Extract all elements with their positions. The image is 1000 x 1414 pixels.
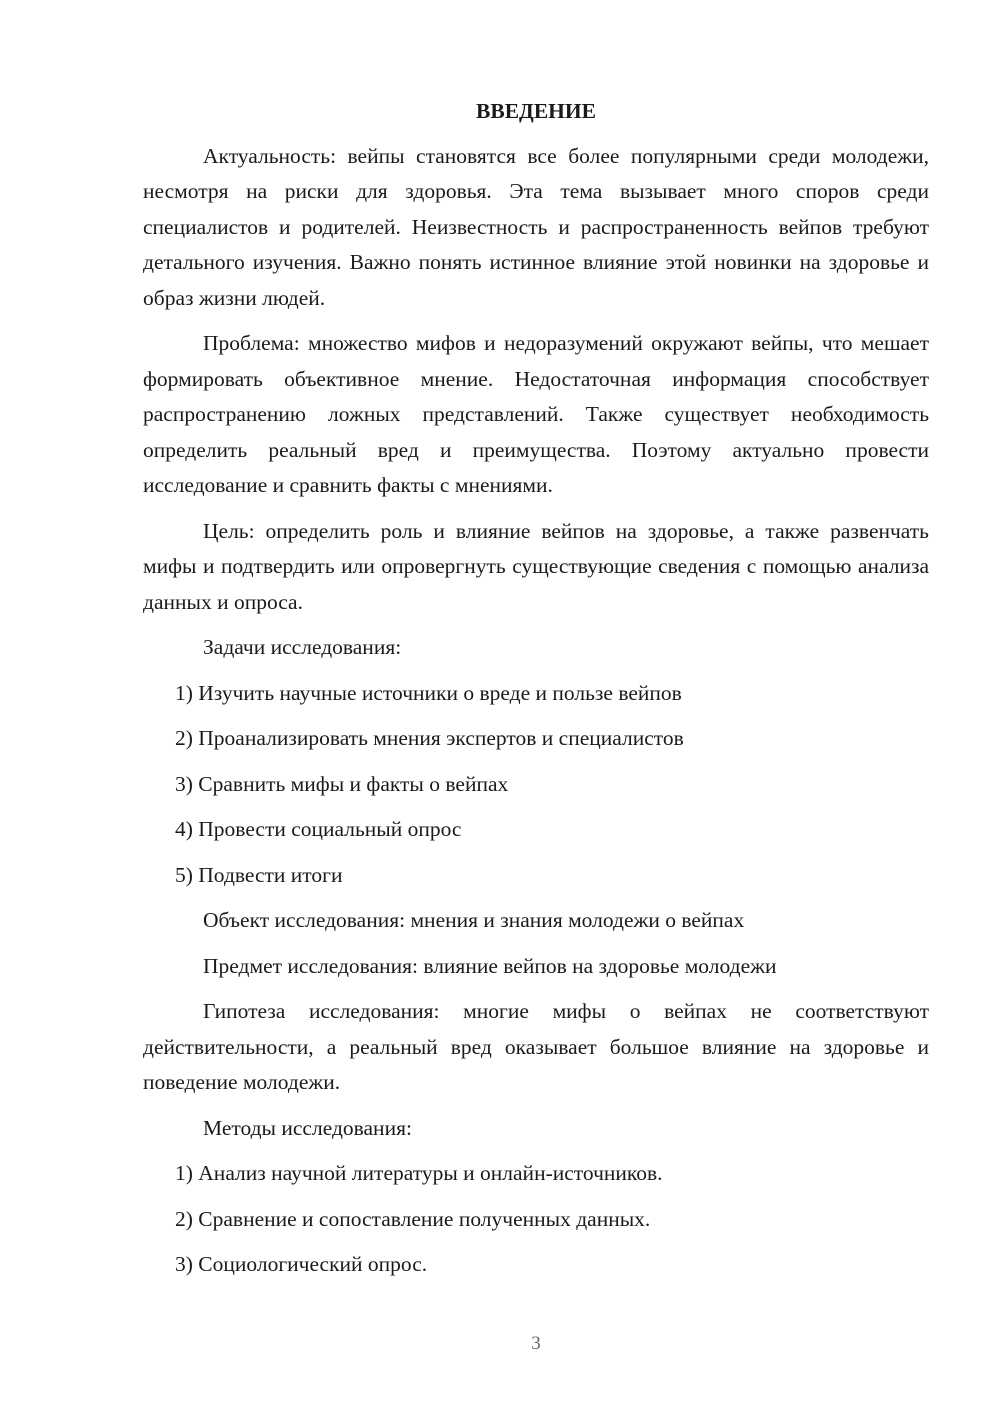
tasks-title: Задачи исследования: — [203, 635, 402, 659]
page-content — [143, 94, 929, 1293]
methods-list — [143, 1156, 929, 1283]
methods-title: Методы исследования: — [203, 1115, 412, 1140]
page-number: 3 — [531, 1333, 541, 1354]
list-item: 1) Анализ научной литературы и онлайн-источников. — [175, 1161, 663, 1185]
list-item: 2) Сравнение и сопоставление полученных данных. — [175, 1206, 651, 1231]
relevance-paragraph: Актуальность: вейпы становятся все более популярными среди молодежи, несмотря на риски для здоровья. Эта тема вызывает много споров среди специалистов и родителей. Неизвестность и распространенность вейпов требуют детального изучения. Важно понять истинное влияние этой новинки на здоровье и образ жизни людей. — [143, 143, 929, 310]
goal-paragraph: Цель: определить роль и влияние вейпов на здоровье, а также развенчать мифы и подтвердить или опровергнуть существующие сведения с помощью анализа данных и опроса. — [143, 518, 929, 614]
subject-line: Предмет исследования: влияние вейпов на здоровье молодежи — [203, 953, 777, 978]
list-item: 3) Социологический опрос. — [175, 1252, 428, 1276]
problem-paragraph: Проблема: множество мифов и недоразумений окружают вейпы, что мешает формировать объективное мнение. Недостаточная информация способствует распространению ложных представлений. Также существует необходимость определить реальный вред и преимущества. Поэтому актуально провести исследование и сравнить факты с мнениями. — [143, 331, 929, 497]
list-item: 4) Провести социальный опрос — [175, 817, 462, 841]
list-item: 5) Подвести итоги — [175, 862, 343, 887]
hypothesis-paragraph: Гипотеза исследования: многие мифы о вейпах не соответствуют действительности, а реальный вред оказывает большое влияние на здоровье и поведение молодежи. — [143, 999, 929, 1094]
object-line: Объект исследования: мнения и знания молодежи о вейпах — [203, 908, 745, 932]
list-item: 3) Сравнить мифы и факты о вейпах — [175, 771, 509, 796]
list-item: 2) Проанализировать мнения экспертов и специалистов — [175, 726, 684, 750]
list-item: 1) Изучить научные источники о вреде и пользе вейпов — [175, 680, 682, 705]
tasks-list — [143, 676, 929, 894]
section-heading: ВВЕДЕНИЕ — [476, 99, 596, 123]
